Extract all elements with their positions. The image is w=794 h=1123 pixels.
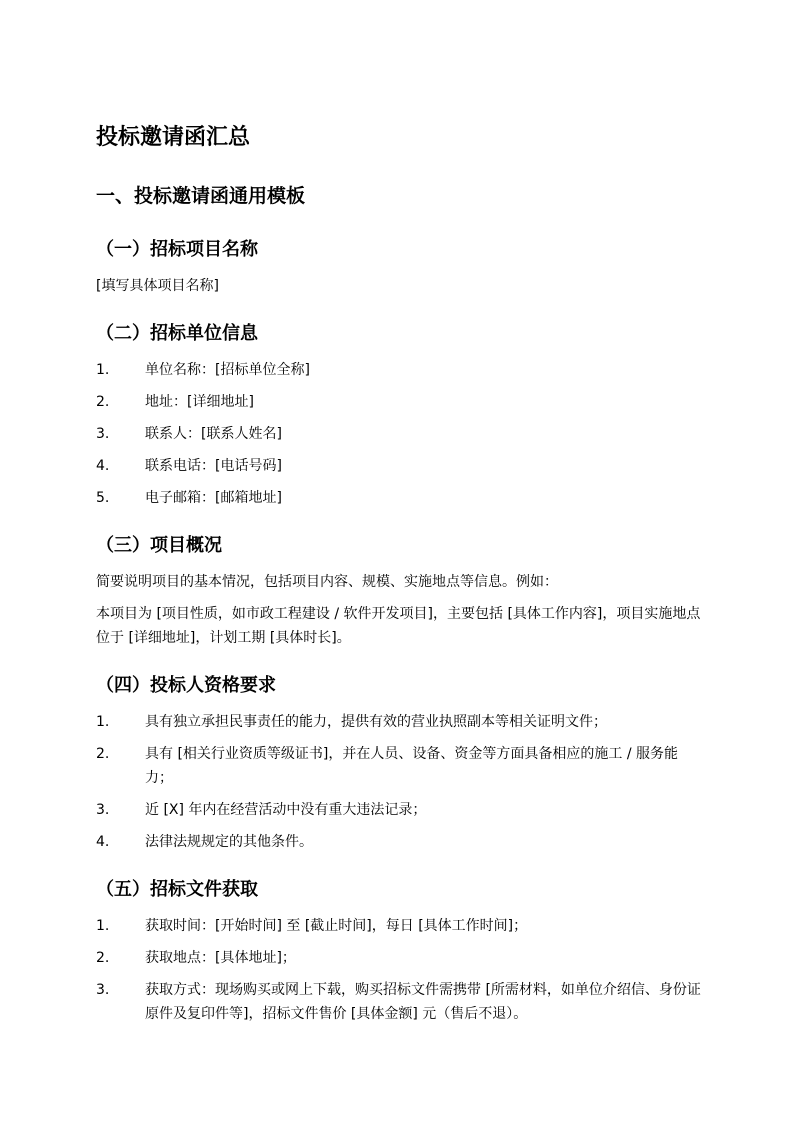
list-number: 1. bbox=[96, 918, 110, 934]
list-number: 4. bbox=[96, 458, 110, 474]
subsection-heading-project-overview: （三）项目概况 bbox=[96, 535, 222, 556]
list-text: 地址：[详细地址] bbox=[145, 394, 254, 410]
list-item bbox=[96, 710, 702, 734]
list-item bbox=[96, 486, 702, 510]
list-number: 3. bbox=[96, 982, 110, 998]
list-number: 3. bbox=[96, 802, 110, 818]
list-item bbox=[96, 978, 702, 1026]
list-number: 2. bbox=[96, 950, 110, 966]
list-item bbox=[96, 422, 702, 446]
subsection-heading-project-name: （一）招标项目名称 bbox=[96, 239, 258, 260]
list-text: 联系人：[联系人姓名] bbox=[145, 426, 282, 442]
list-number: 1. bbox=[96, 362, 110, 378]
list-item bbox=[96, 390, 702, 414]
list-item bbox=[96, 914, 702, 938]
subsection-heading-bidder-qualifications: （四）投标人资格要求 bbox=[96, 675, 276, 696]
list-item bbox=[96, 358, 702, 382]
list-text: 近 [X] 年内在经营活动中没有重大违法记录； bbox=[145, 802, 427, 818]
list-text: 联系电话：[电话号码] bbox=[145, 458, 282, 474]
list-item bbox=[96, 946, 702, 970]
list-number: 3. bbox=[96, 426, 110, 442]
list-text: 电子邮箱：[邮箱地址] bbox=[145, 490, 282, 506]
list-text: 具有 [相关行业资质等级证书]，并在人员、设备、资金等方面具备相应的施工 / 服务能力； bbox=[145, 746, 678, 786]
overview-intro: 简要说明项目的基本情况，包括项目内容、规模、实施地点等信息。例如： bbox=[96, 574, 558, 590]
list-item bbox=[96, 742, 702, 790]
list-item bbox=[96, 798, 702, 822]
list-text: 获取时间：[开始时间] 至 [截止时间]，每日 [具体工作时间]； bbox=[145, 918, 528, 934]
list-item bbox=[96, 454, 702, 478]
list-number: 2. bbox=[96, 746, 110, 762]
list-number: 5. bbox=[96, 490, 110, 506]
list-number: 1. bbox=[96, 714, 110, 730]
section-heading-template: 一、投标邀请函通用模板 bbox=[96, 185, 306, 207]
list-text: 获取方式：现场购买或网上下载，购买招标文件需携带 [所需材料，如单位介绍信、身份证原件及复印件等]，招标文件售价 [具体金额] 元（售后不退）。 bbox=[145, 982, 701, 1022]
subsection-heading-tender-documents: （五）招标文件获取 bbox=[96, 879, 258, 900]
list-item bbox=[96, 830, 702, 854]
document-title: 投标邀请函汇总 bbox=[96, 125, 251, 150]
list-text: 法律法规规定的其他条件。 bbox=[145, 834, 313, 850]
overview-example: 本项目为 [项目性质，如市政工程建设 / 软件开发项目]，主要包括 [具体工作内容]，项目实施地点位于 [详细地址]，计划工期 [具体时长]。 bbox=[96, 606, 701, 646]
project-name-placeholder: [填写具体项目名称] bbox=[96, 278, 219, 294]
subsection-heading-tenderer-info: （二）招标单位信息 bbox=[96, 323, 258, 344]
list-text: 单位名称：[招标单位全称] bbox=[145, 362, 310, 378]
list-number: 4. bbox=[96, 834, 110, 850]
list-text: 获取地点：[具体地址]； bbox=[145, 950, 296, 966]
list-number: 2. bbox=[96, 394, 110, 410]
list-text: 具有独立承担民事责任的能力，提供有效的营业执照副本等相关证明文件； bbox=[145, 714, 607, 730]
